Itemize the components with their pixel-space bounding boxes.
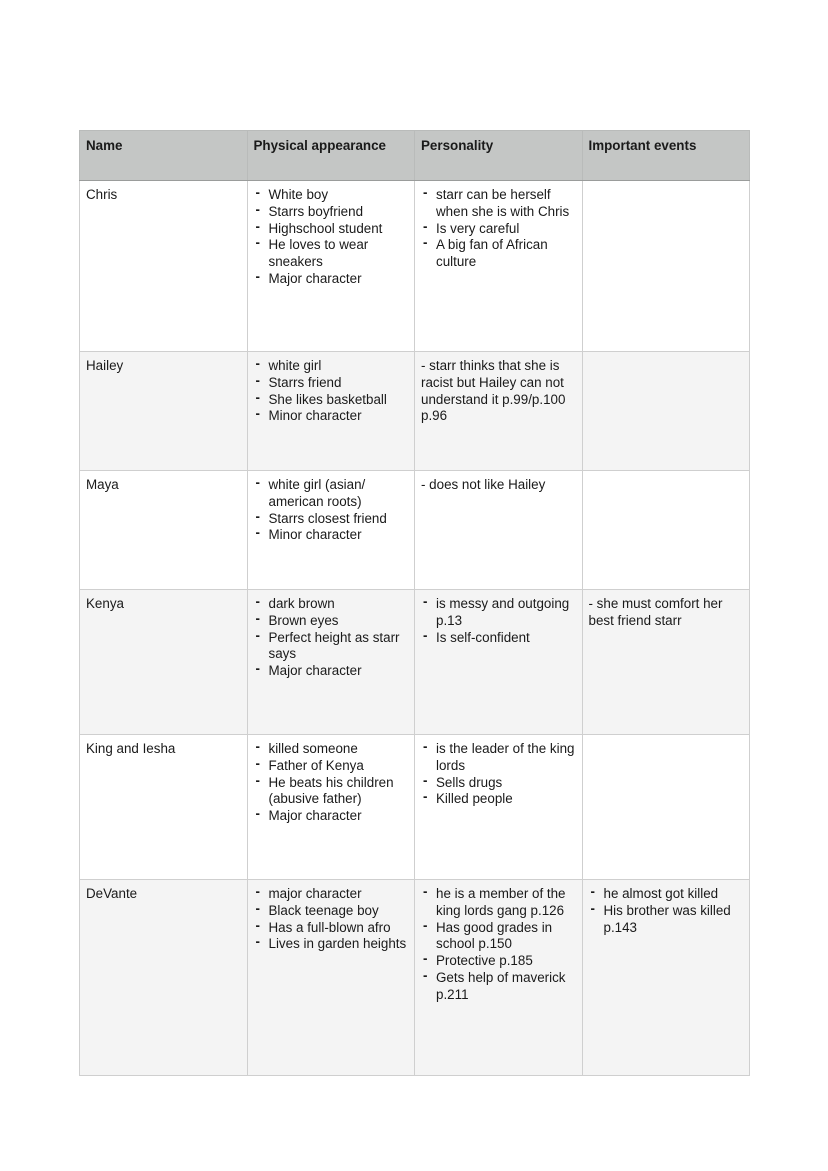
list-item: - Is self-confident [421, 630, 576, 647]
list-item: - He loves to wear sneakers [254, 237, 409, 271]
list-item: - Has a full-blown afro [254, 920, 409, 937]
personality-list [421, 187, 576, 271]
cell-name: Chris [80, 181, 248, 352]
list-item: - She likes basketball [254, 392, 409, 409]
list-item: - White boy [254, 187, 409, 204]
header-physical-appearance: Physical appearance [247, 131, 415, 181]
list-item: - His brother was killed p.143 [589, 903, 744, 937]
list-item: - he is a member of the king lords gang p.126 [421, 886, 576, 920]
cell-name: Kenya [80, 590, 248, 735]
list-item: - Black teenage boy [254, 903, 409, 920]
list-item: - Lives in garden heights [254, 936, 409, 953]
cell-name: Maya [80, 471, 248, 590]
cell-personality [415, 735, 583, 880]
cell-appearance [247, 471, 415, 590]
header-important-events: Important events [582, 131, 750, 181]
appearance-list [254, 886, 409, 953]
cell-appearance [247, 880, 415, 1076]
table-row [80, 590, 750, 735]
list-item: - white girl (asian/ american roots) [254, 477, 409, 511]
events-list [589, 886, 744, 936]
cell-personality: - starr thinks that she is racist but Hailey can not understand it p.99/p.100 p.96 [415, 352, 583, 471]
table-row [80, 181, 750, 352]
cell-personality [415, 181, 583, 352]
list-item: - Major character [254, 808, 409, 825]
cell-events [582, 880, 750, 1076]
list-item: - A big fan of African culture [421, 237, 576, 271]
list-item: - Father of Kenya [254, 758, 409, 775]
header-name: Name [80, 131, 248, 181]
list-item: - Protective p.185 [421, 953, 576, 970]
list-item: - Major character [254, 663, 409, 680]
list-item: - Starrs friend [254, 375, 409, 392]
appearance-list [254, 187, 409, 288]
table-row [80, 352, 750, 471]
list-item: - Major character [254, 271, 409, 288]
list-item: - starr can be herself when she is with Chris [421, 187, 576, 221]
list-item: - Brown eyes [254, 613, 409, 630]
cell-name: DeVante [80, 880, 248, 1076]
cell-appearance [247, 590, 415, 735]
list-item: - Highschool student [254, 221, 409, 238]
personality-list [421, 741, 576, 808]
list-item: - Is very careful [421, 221, 576, 238]
list-item: - is messy and outgoing p.13 [421, 596, 576, 630]
personality-list [421, 886, 576, 1004]
cell-events: - she must comfort her best friend starr [582, 590, 750, 735]
list-item: - Perfect height as starr says [254, 630, 409, 664]
cell-personality: - does not like Hailey [415, 471, 583, 590]
list-item: - killed someone [254, 741, 409, 758]
cell-events [582, 181, 750, 352]
appearance-list [254, 741, 409, 825]
list-item: - Minor character [254, 527, 409, 544]
cell-events [582, 735, 750, 880]
list-item: - is the leader of the king lords [421, 741, 576, 775]
list-item: - major character [254, 886, 409, 903]
cell-name: King and Iesha [80, 735, 248, 880]
list-item: - Gets help of maverick p.211 [421, 970, 576, 1004]
cell-appearance [247, 352, 415, 471]
list-item: - white girl [254, 358, 409, 375]
appearance-list [254, 358, 409, 425]
appearance-list [254, 477, 409, 544]
cell-personality [415, 590, 583, 735]
table-row [80, 880, 750, 1076]
cell-personality [415, 880, 583, 1076]
cell-appearance [247, 181, 415, 352]
list-item: - Minor character [254, 408, 409, 425]
list-item: - Starrs boyfriend [254, 204, 409, 221]
table-row [80, 471, 750, 590]
header-row [80, 131, 750, 181]
character-table [79, 130, 750, 1076]
cell-events [582, 471, 750, 590]
list-item: - Killed people [421, 791, 576, 808]
list-item: - He beats his children (abusive father) [254, 775, 409, 809]
table-row [80, 735, 750, 880]
cell-events [582, 352, 750, 471]
cell-name: Hailey [80, 352, 248, 471]
list-item: - Has good grades in school p.150 [421, 920, 576, 954]
header-personality: Personality [415, 131, 583, 181]
list-item: - dark brown [254, 596, 409, 613]
appearance-list [254, 596, 409, 680]
list-item: - Starrs closest friend [254, 511, 409, 528]
personality-list [421, 596, 576, 646]
list-item: - he almost got killed [589, 886, 744, 903]
list-item: - Sells drugs [421, 775, 576, 792]
cell-appearance [247, 735, 415, 880]
